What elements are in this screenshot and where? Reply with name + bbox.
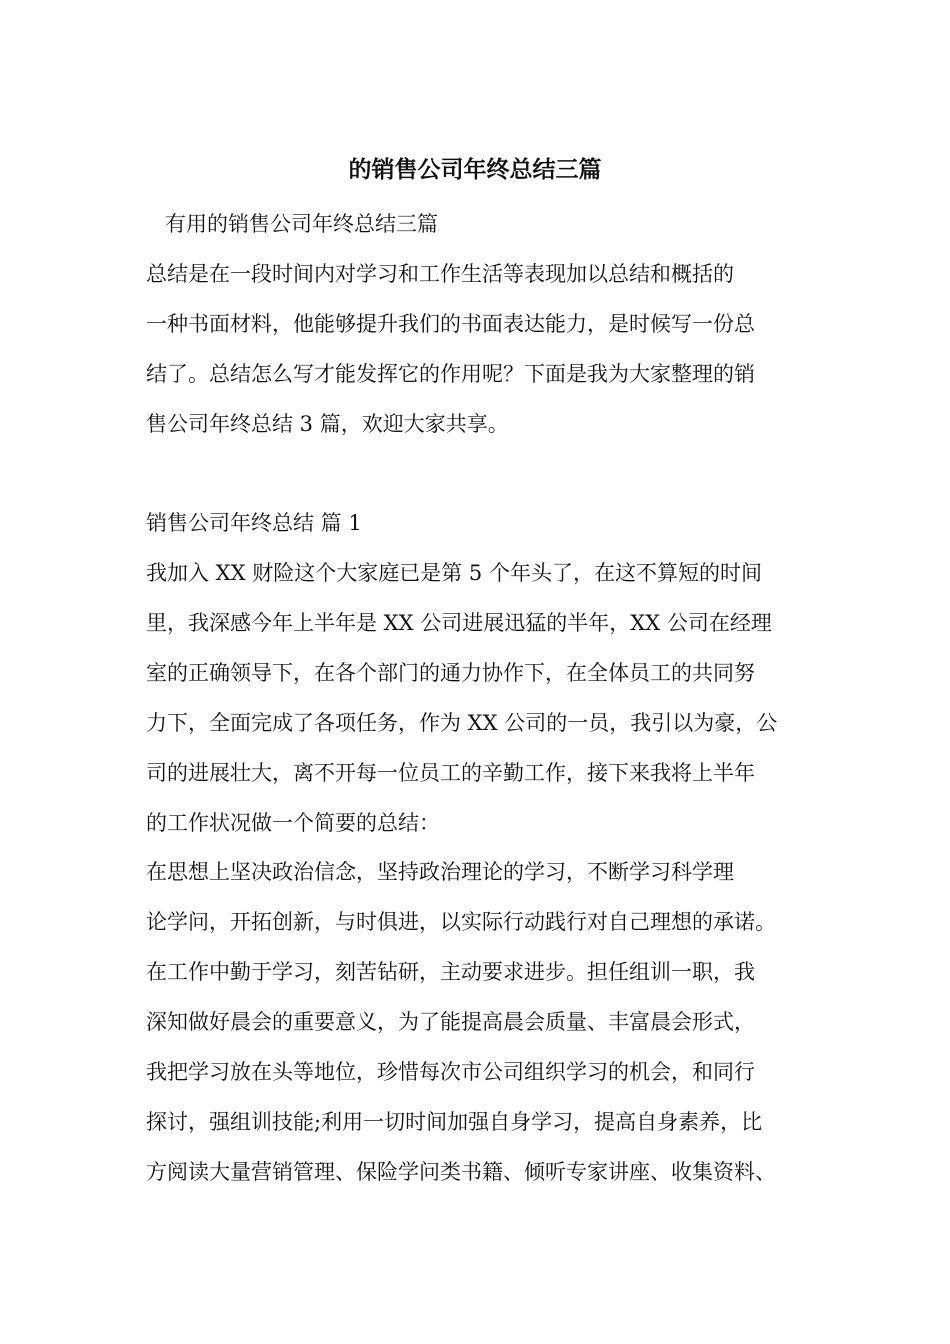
intro-line: 售公司年终总结 3 篇，欢迎大家共享。 [146,412,509,436]
paragraph-line: 力下，全面完成了各项任务，作为 XX 公司的一员，我引以为豪，公 [146,711,778,735]
paragraph-line: 深知做好晨会的重要意义，为了能提高晨会质量、丰富晨会形式， [146,1010,755,1034]
paragraph-line: 司的进展壮大，离不开每一位员工的辛勤工作，接下来我将上半年 [146,761,755,785]
paragraph-line: 的工作状况做一个简要的总结： [146,811,440,835]
paragraph-line: 在工作中勤于学习，刻苦钻研，主动要求进步。担任组训一职，我 [146,960,755,984]
paragraph-line: 方阅读大量营销管理、保险学问类书籍、倾听专家讲座、收集资料、 [146,1160,776,1184]
paragraph-line: 里，我深感今年上半年是 XX 公司进展迅猛的半年，XX 公司在经理 [146,611,772,635]
intro-line: 结了。总结怎么写才能发挥它的作用呢？下面是我为大家整理的销 [146,362,755,386]
intro-line: 一种书面材料，他能够提升我们的书面表达能力，是时候写一份总 [146,312,755,336]
document-subtitle: 有用的销售公司年终总结三篇 [165,212,438,236]
paragraph-line: 我加入 XX 财险这个大家庭已是第 5 个年头了，在这不算短的时间 [146,561,762,585]
document-title: 的销售公司年终总结三篇 [348,157,602,183]
paragraph-line: 我把学习放在头等地位，珍惜每次市公司组织学习的机会，和同行 [146,1060,755,1084]
intro-line: 总结是在一段时间内对学习和工作生活等表现加以总结和概括的 [146,262,734,286]
paragraph-line: 探讨，强组训技能;利用一切时间加强自身学习，提高自身素养，比 [146,1110,763,1134]
section-heading: 销售公司年终总结 篇 1 [146,511,362,535]
paragraph-line: 在思想上坚决政治信念，坚持政治理论的学习，不断学习科学理 [146,860,734,884]
paragraph-line: 论学问，开拓创新，与时俱进，以实际行动践行对自己理想的承诺。 [146,910,776,934]
paragraph-line: 室的正确领导下，在各个部门的通力协作下，在全体员工的共同努 [146,661,755,685]
